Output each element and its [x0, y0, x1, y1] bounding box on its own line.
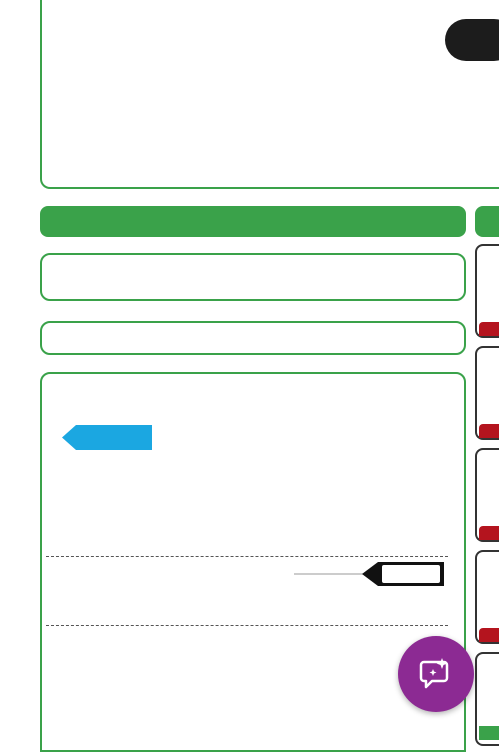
cp-line [50, 65, 78, 83]
address-card [40, 0, 499, 189]
chat-button[interactable] [398, 636, 474, 712]
indicator-box [382, 565, 440, 583]
right-card-3-tab [479, 526, 499, 540]
class-app-shape [62, 425, 152, 450]
right-card-4-tab [479, 628, 499, 642]
section-title [40, 206, 466, 237]
page-number-badge[interactable] [445, 19, 499, 61]
street-line [50, 24, 60, 42]
surface-box [40, 321, 466, 355]
total-consumption-box [40, 253, 466, 301]
average-divider [46, 625, 448, 626]
chat-sparkle-icon [398, 636, 474, 712]
right-section-header [475, 206, 499, 237]
right-card-1-tab [479, 322, 499, 336]
right-card-2-tab [479, 424, 499, 438]
peb-divider [46, 556, 448, 557]
right-card-5-tab [479, 726, 499, 740]
indicator-graphic [294, 561, 446, 587]
class-app-arrow [62, 425, 152, 450]
